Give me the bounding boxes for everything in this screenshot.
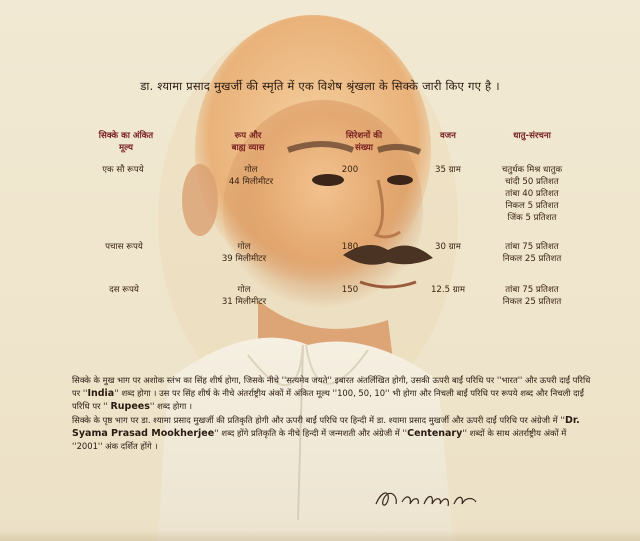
row1-metal-line1: चतुर्धक मिश्र धातुक: [501, 165, 563, 175]
row3-value: दस रूपये: [109, 285, 139, 295]
row2-metal: [484, 241, 580, 265]
row1-metal-line5: जिंक 5 प्रतिशत: [507, 213, 557, 223]
row3-metal: [484, 284, 580, 308]
page-fold-shadow: [0, 530, 640, 541]
row2-shape-form: गोल: [237, 242, 251, 252]
row1-shape: [214, 164, 288, 188]
desc-p1-part2: '' शब्द होगा । उस पर सिंह शीर्ष के नीचे अंतर्राष्ट्रीय अंकों में अंकित मूल्य ''100, 50, 10'' भी होगा और निचली बाईं परिधि पर रूपये शब्द और निचली दाईं परिधि पर '': [72, 388, 584, 412]
row1-weight: 35 ग्राम: [435, 165, 461, 175]
row2-metal-line2: निकल 25 प्रतिशत: [502, 254, 562, 264]
desc-p1-part1: सिक्के के मुख भाग पर अशोक स्तंभ का सिंह शीर्ष होगा, जिसके नीचे ''सत्यमेव जयते'' इबारत अंतर्लिखित होगी, उसकी ऊपरी बाईं परिधि पर ''भारत'' और ऊपरी दाईं परिधि पर '': [72, 375, 591, 399]
row3-shape-form: गोल: [237, 285, 251, 295]
header-face-value: [84, 130, 168, 154]
row3-serrations: 150: [341, 285, 359, 295]
signature-image: [372, 484, 482, 514]
row1-metal-line2: चांदी 50 प्रतिशत: [505, 177, 559, 187]
row2-shape: [200, 241, 288, 265]
row1-shape-diameter: 44 मिलीमीटर: [228, 177, 274, 187]
desc-p2-part3: '' शब्दों के साथ अंतर्राष्ट्रीय अंकों में ''2001'' अंक दर्शित होंगे ।: [72, 427, 567, 452]
header-shape-line2: बाह्य व्यास: [231, 143, 265, 153]
row3-shape: [200, 284, 288, 308]
header-serrations-line1: सिरेशनों की: [345, 131, 383, 141]
page-title: डा. श्यामा प्रसाद मुखर्जी की स्मृति में एक विशेष श्रृंखला के सिक्के जारी किए गए है ।: [140, 79, 500, 93]
row2-weight: 30 ग्राम: [435, 242, 461, 252]
row2-shape-diameter: 39 मिलीमीटर: [221, 254, 267, 264]
row3-metal-line1: तांबा 75 प्रतिशत: [505, 285, 559, 295]
header-serrations: [322, 130, 406, 154]
desc-rupees: Rupees: [110, 401, 150, 413]
desc-name: Dr. Syama Prasad Mookherjee: [72, 414, 580, 439]
row2-metal-line1: तांबा 75 प्रतिशत: [505, 242, 559, 252]
header-shape-line1: रूप और: [234, 131, 262, 141]
row1-serrations: 200: [341, 165, 359, 175]
desc-p2-part2: '' शब्द होंगे प्रतिकृति के नीचे हिन्दी में जन्मशती और अंग्रेजी में '': [214, 427, 408, 438]
desc-p1-part3: '' शब्द होगा ।: [149, 401, 193, 412]
coin-description: [72, 374, 592, 453]
header-face-value-line1: सिक्के का अंकित: [98, 131, 154, 141]
row3-shape-diameter: 31 मिलीमीटर: [221, 297, 267, 307]
header-serrations-line2: संख्या: [354, 143, 374, 153]
row2-serrations: 180: [341, 242, 359, 252]
row1-metal: [484, 164, 580, 224]
desc-p2-part1: सिक्के के पृष्ठ भाग पर डा. श्यामा प्रसाद मुखर्जी की प्रतिकृति होगी और ऊपरी बाईं परिधि पर हिन्दी में डा. श्यामा प्रसाद मुखर्जी और ऊपरी दाईं परिधि पर अंग्रेजी में '': [72, 414, 565, 425]
row1-value: एक सौ रूपये: [102, 165, 144, 175]
row1-shape-form: गोल: [244, 165, 258, 175]
header-weight: वजन: [440, 131, 456, 141]
header-shape-diameter: [206, 130, 290, 154]
desc-centenary: Centenary: [407, 427, 463, 439]
row1-metal-line4: निकल 5 प्रतिशत: [505, 201, 559, 211]
row3-metal-line2: निकल 25 प्रतिशत: [502, 297, 562, 307]
header-metal: धातु-संरचना: [513, 131, 551, 141]
header-face-value-line2: मूल्य: [118, 143, 134, 153]
row3-weight: 12.5 ग्राम: [430, 285, 466, 295]
row2-value: पचास रूपये: [105, 242, 143, 252]
desc-india: India: [87, 388, 115, 400]
row1-metal-line3: तांबा 40 प्रतिशत: [505, 189, 559, 199]
